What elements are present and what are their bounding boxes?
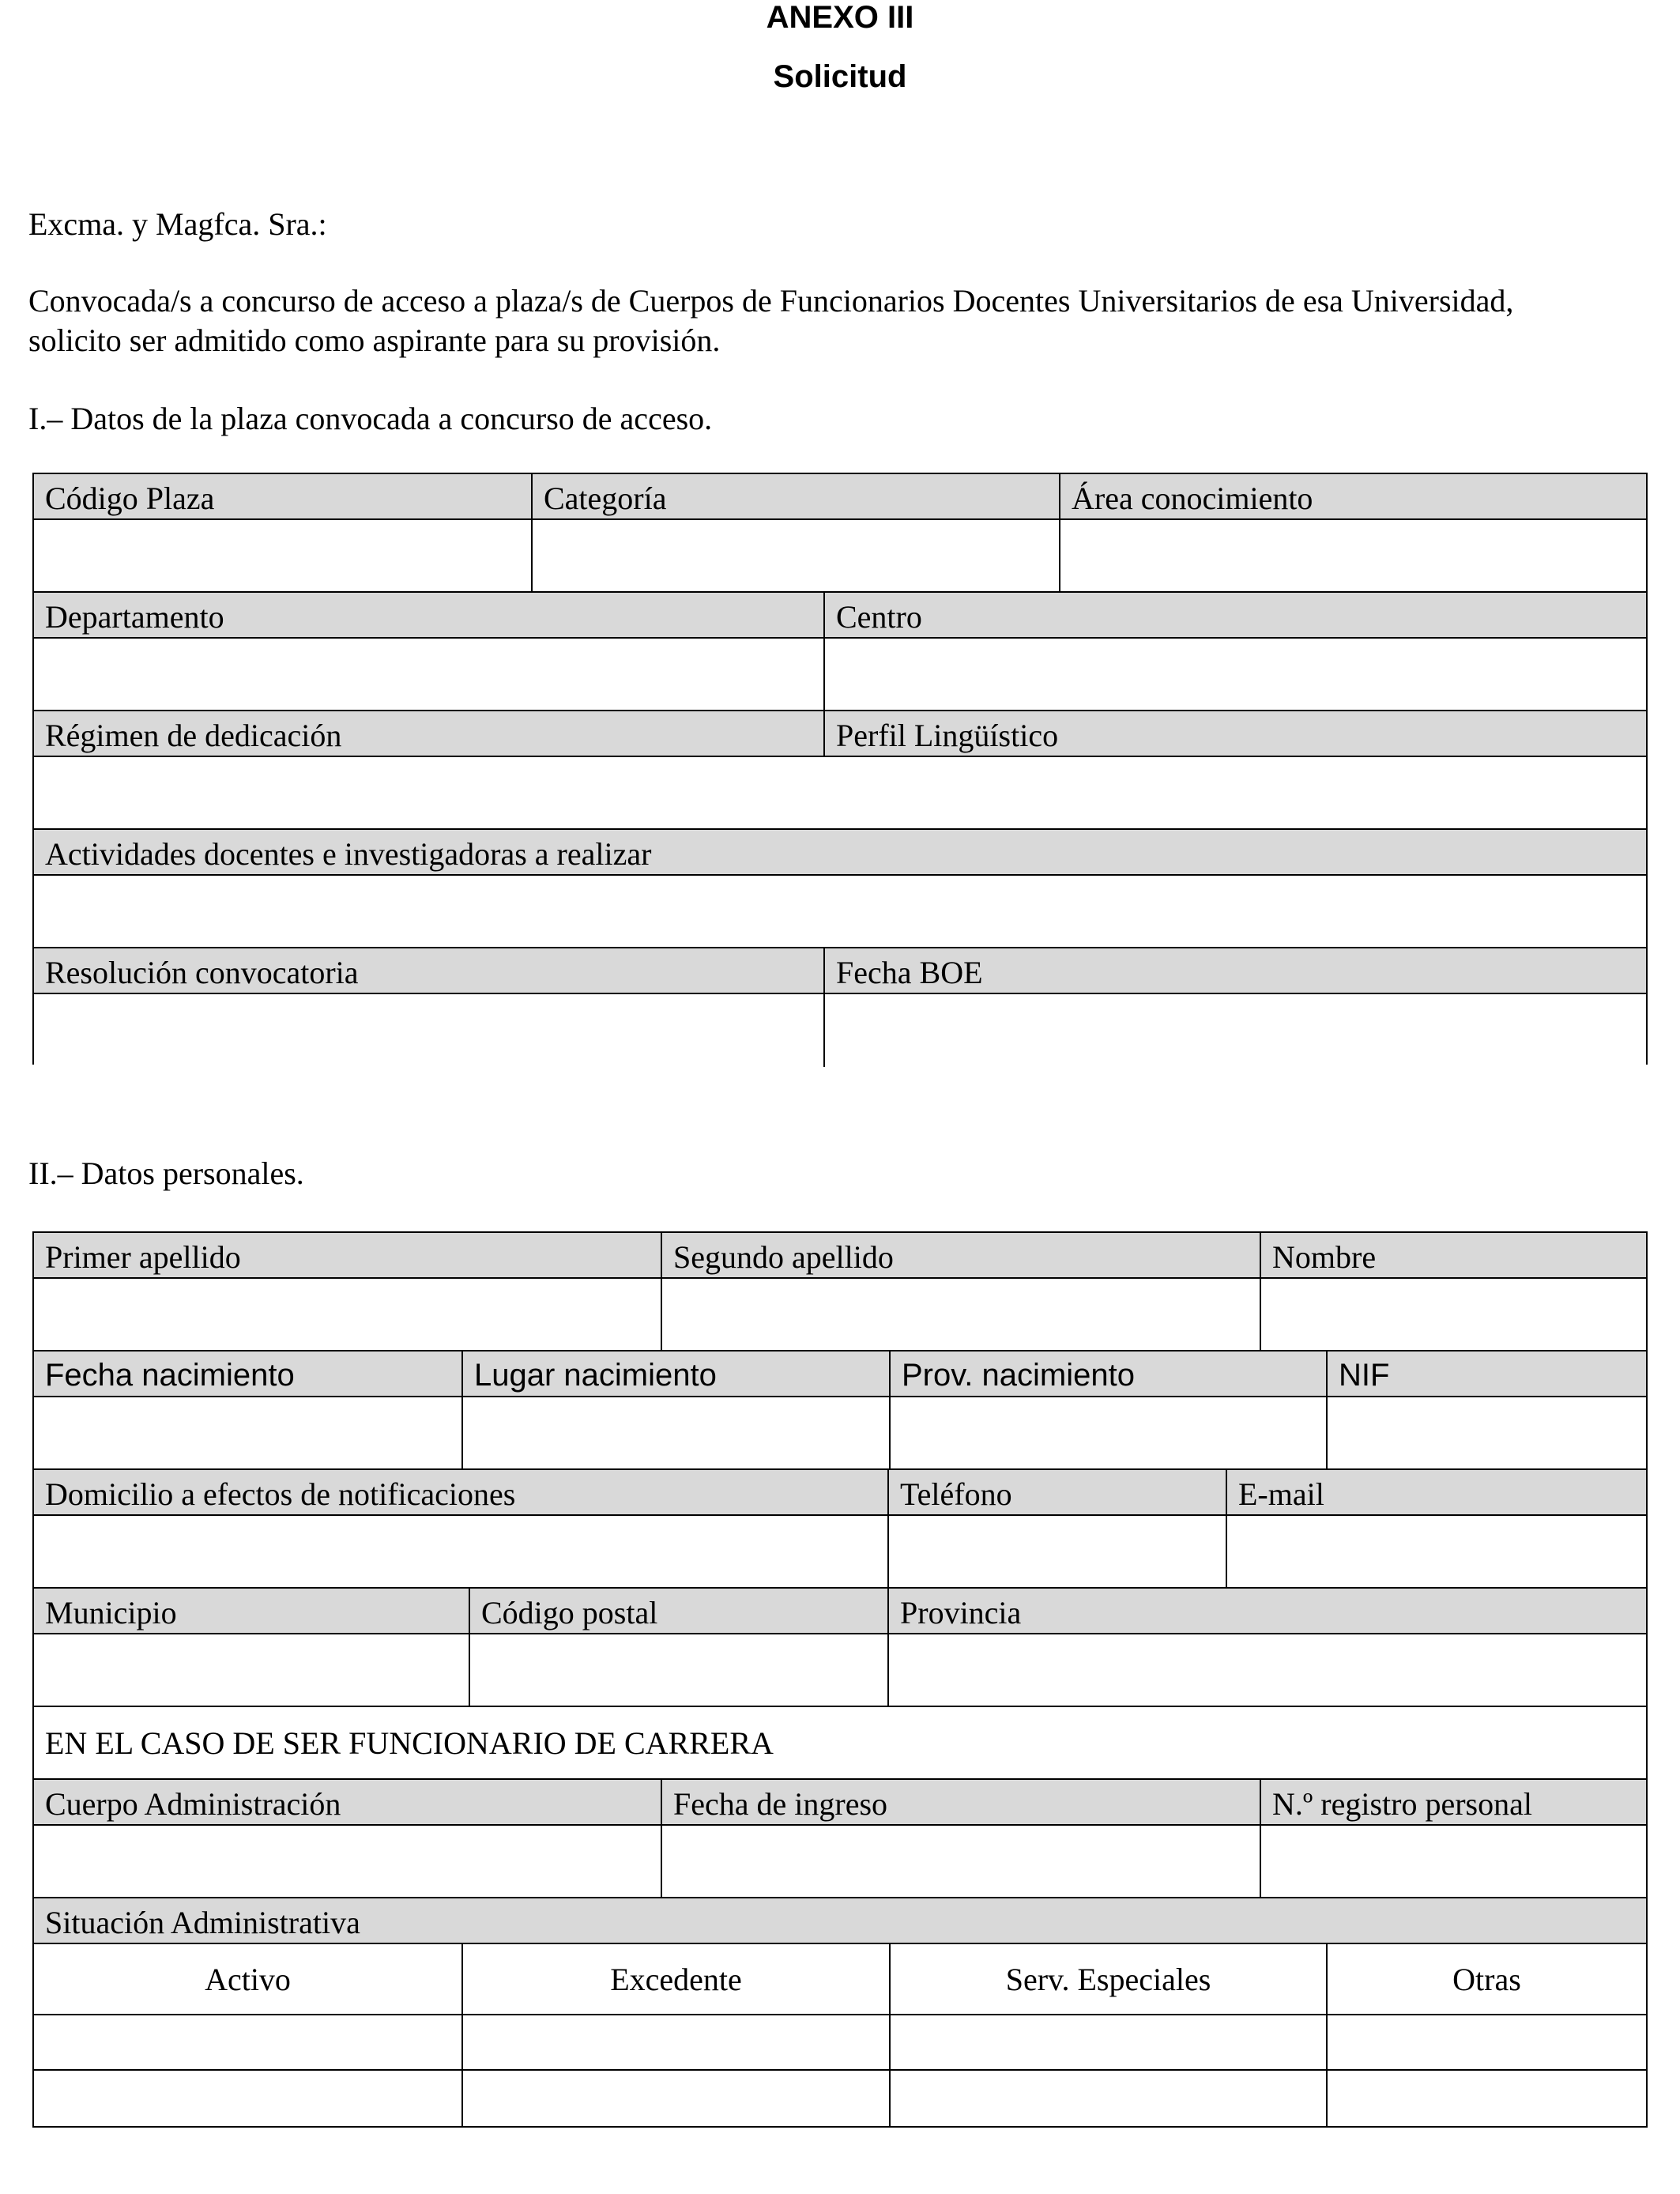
area-conocimiento-label: Área conocimiento — [1072, 480, 1313, 516]
registro-personal-field[interactable] — [1261, 1826, 1646, 1897]
lugar-nacimiento-label: Lugar nacimiento — [463, 1351, 891, 1396]
cuerpo-administracion-field[interactable] — [34, 1826, 662, 1897]
categoria-field[interactable] — [533, 520, 1060, 591]
form-input-row — [34, 1634, 1646, 1707]
nif-field[interactable] — [1328, 1397, 1646, 1468]
option-activo: Activo — [34, 1944, 463, 2014]
otras-field[interactable] — [1328, 2015, 1646, 2069]
domicilio-field[interactable] — [34, 1516, 889, 1587]
fecha-nacimiento-label: Fecha nacimiento — [34, 1351, 463, 1396]
registro-personal-label: N.º registro personal — [1272, 1785, 1532, 1822]
form-input-row — [34, 1826, 1646, 1898]
option-otras: Otras — [1452, 1961, 1521, 1997]
form-header-row — [34, 948, 1646, 994]
intro-line-2: solicito ser admitido como aspirante para su provisión. — [28, 322, 721, 358]
form-header-row — [34, 593, 1646, 639]
cuerpo-administracion-label: Cuerpo Administración — [34, 1780, 662, 1824]
form-header-row — [34, 1780, 1646, 1826]
primer-apellido-field[interactable] — [34, 1279, 662, 1350]
situacion-input-row — [34, 2015, 1646, 2071]
telefono-label: Teléfono — [889, 1470, 1227, 1514]
form-input-row — [34, 1516, 1646, 1589]
codigo-plaza-field[interactable] — [34, 520, 533, 591]
otras-field[interactable] — [1328, 2071, 1646, 2126]
activo-field[interactable] — [34, 2015, 463, 2069]
form-input-row — [34, 520, 1646, 593]
form-input-row — [34, 1279, 1646, 1351]
telefono-field[interactable] — [889, 1516, 1227, 1587]
regimen-dedicacion-label: Régimen de dedicación — [34, 711, 825, 756]
fecha-nacimiento-field[interactable] — [34, 1397, 463, 1468]
form-input-row — [34, 876, 1646, 948]
municipio-field[interactable] — [34, 1634, 470, 1706]
email-field[interactable] — [1227, 1516, 1646, 1587]
form-header-row — [34, 1470, 1646, 1516]
annex-title: ANEXO III — [766, 0, 914, 35]
prov-nacimiento-field[interactable] — [891, 1397, 1328, 1468]
serv-especiales-field[interactable] — [891, 2071, 1328, 2126]
regimen-perfil-field[interactable] — [34, 757, 1646, 828]
salutation: Excma. y Magfca. Sra.: — [28, 206, 327, 242]
primer-apellido-label: Primer apellido — [34, 1233, 662, 1277]
resolucion-convocatoria-field[interactable] — [34, 994, 825, 1067]
municipio-label: Municipio — [34, 1589, 470, 1633]
situacion-administrativa-label: Situación Administrativa — [45, 1904, 360, 1940]
option-serv-especiales: Serv. Especiales — [891, 1944, 1328, 2014]
plaza-data-form — [32, 473, 1648, 1065]
segundo-apellido-field[interactable] — [662, 1279, 1261, 1350]
departamento-label: Departamento — [34, 593, 825, 637]
form-input-row — [34, 639, 1646, 711]
prov-nacimiento-label: Prov. nacimiento — [891, 1351, 1328, 1396]
nif-label: NIF — [1339, 1357, 1390, 1393]
section-1-title: I.– Datos de la plaza convocada a concurso de acceso. — [28, 401, 713, 436]
nombre-field[interactable] — [1261, 1279, 1646, 1350]
form-header-row — [34, 830, 1646, 876]
funcionario-note: EN EL CASO DE SER FUNCIONARIO DE CARRERA — [45, 1725, 774, 1761]
actividades-label: Actividades docentes e investigadoras a realizar — [45, 835, 652, 872]
fecha-boe-field[interactable] — [825, 994, 1646, 1067]
section-2-title: II.– Datos personales. — [28, 1155, 304, 1191]
centro-field[interactable] — [825, 639, 1646, 710]
form-input-row — [34, 757, 1646, 830]
form-subtitle: Solicitud — [773, 59, 907, 94]
departamento-field[interactable] — [34, 639, 825, 710]
form-input-row — [34, 994, 1646, 1067]
intro-line-1: Convocada/s a concurso de acceso a plaza/s de Cuerpos de Funcionarios Docentes Universitarios de esa Universidad, — [28, 283, 1514, 319]
codigo-plaza-label: Código Plaza — [34, 474, 533, 518]
email-label: E-mail — [1238, 1476, 1324, 1512]
centro-label: Centro — [836, 598, 922, 635]
resolucion-convocatoria-label: Resolución convocatoria — [34, 948, 825, 993]
codigo-postal-label: Código postal — [470, 1589, 889, 1633]
excedente-field[interactable] — [463, 2071, 891, 2126]
form-header-row — [34, 1898, 1646, 1944]
actividades-field[interactable] — [34, 876, 1646, 947]
fecha-ingreso-field[interactable] — [662, 1826, 1261, 1897]
form-header-row — [34, 1589, 1646, 1634]
area-conocimiento-field[interactable] — [1060, 520, 1646, 591]
personal-data-form — [32, 1231, 1648, 2128]
situacion-options-row — [34, 1944, 1646, 2015]
fecha-boe-label: Fecha BOE — [836, 954, 983, 990]
form-header-row — [34, 474, 1646, 520]
form-input-row — [34, 1397, 1646, 1470]
funcionario-note-row — [34, 1707, 1646, 1780]
serv-especiales-field[interactable] — [891, 2015, 1328, 2069]
option-excedente: Excedente — [463, 1944, 891, 2014]
segundo-apellido-label: Segundo apellido — [662, 1233, 1261, 1277]
categoria-label: Categoría — [533, 474, 1060, 518]
form-header-row — [34, 1233, 1646, 1279]
form-header-row — [34, 711, 1646, 757]
fecha-ingreso-label: Fecha de ingreso — [662, 1780, 1261, 1824]
activo-field[interactable] — [34, 2071, 463, 2126]
codigo-postal-field[interactable] — [470, 1634, 889, 1706]
lugar-nacimiento-field[interactable] — [463, 1397, 891, 1468]
provincia-label: Provincia — [900, 1594, 1022, 1630]
domicilio-label: Domicilio a efectos de notificaciones — [34, 1470, 889, 1514]
excedente-field[interactable] — [463, 2015, 891, 2069]
form-header-row — [34, 1351, 1646, 1397]
perfil-linguistico-label: Perfil Lingüístico — [836, 717, 1059, 753]
situacion-input-row — [34, 2071, 1646, 2126]
nombre-label: Nombre — [1272, 1238, 1377, 1275]
provincia-field[interactable] — [889, 1634, 1646, 1706]
